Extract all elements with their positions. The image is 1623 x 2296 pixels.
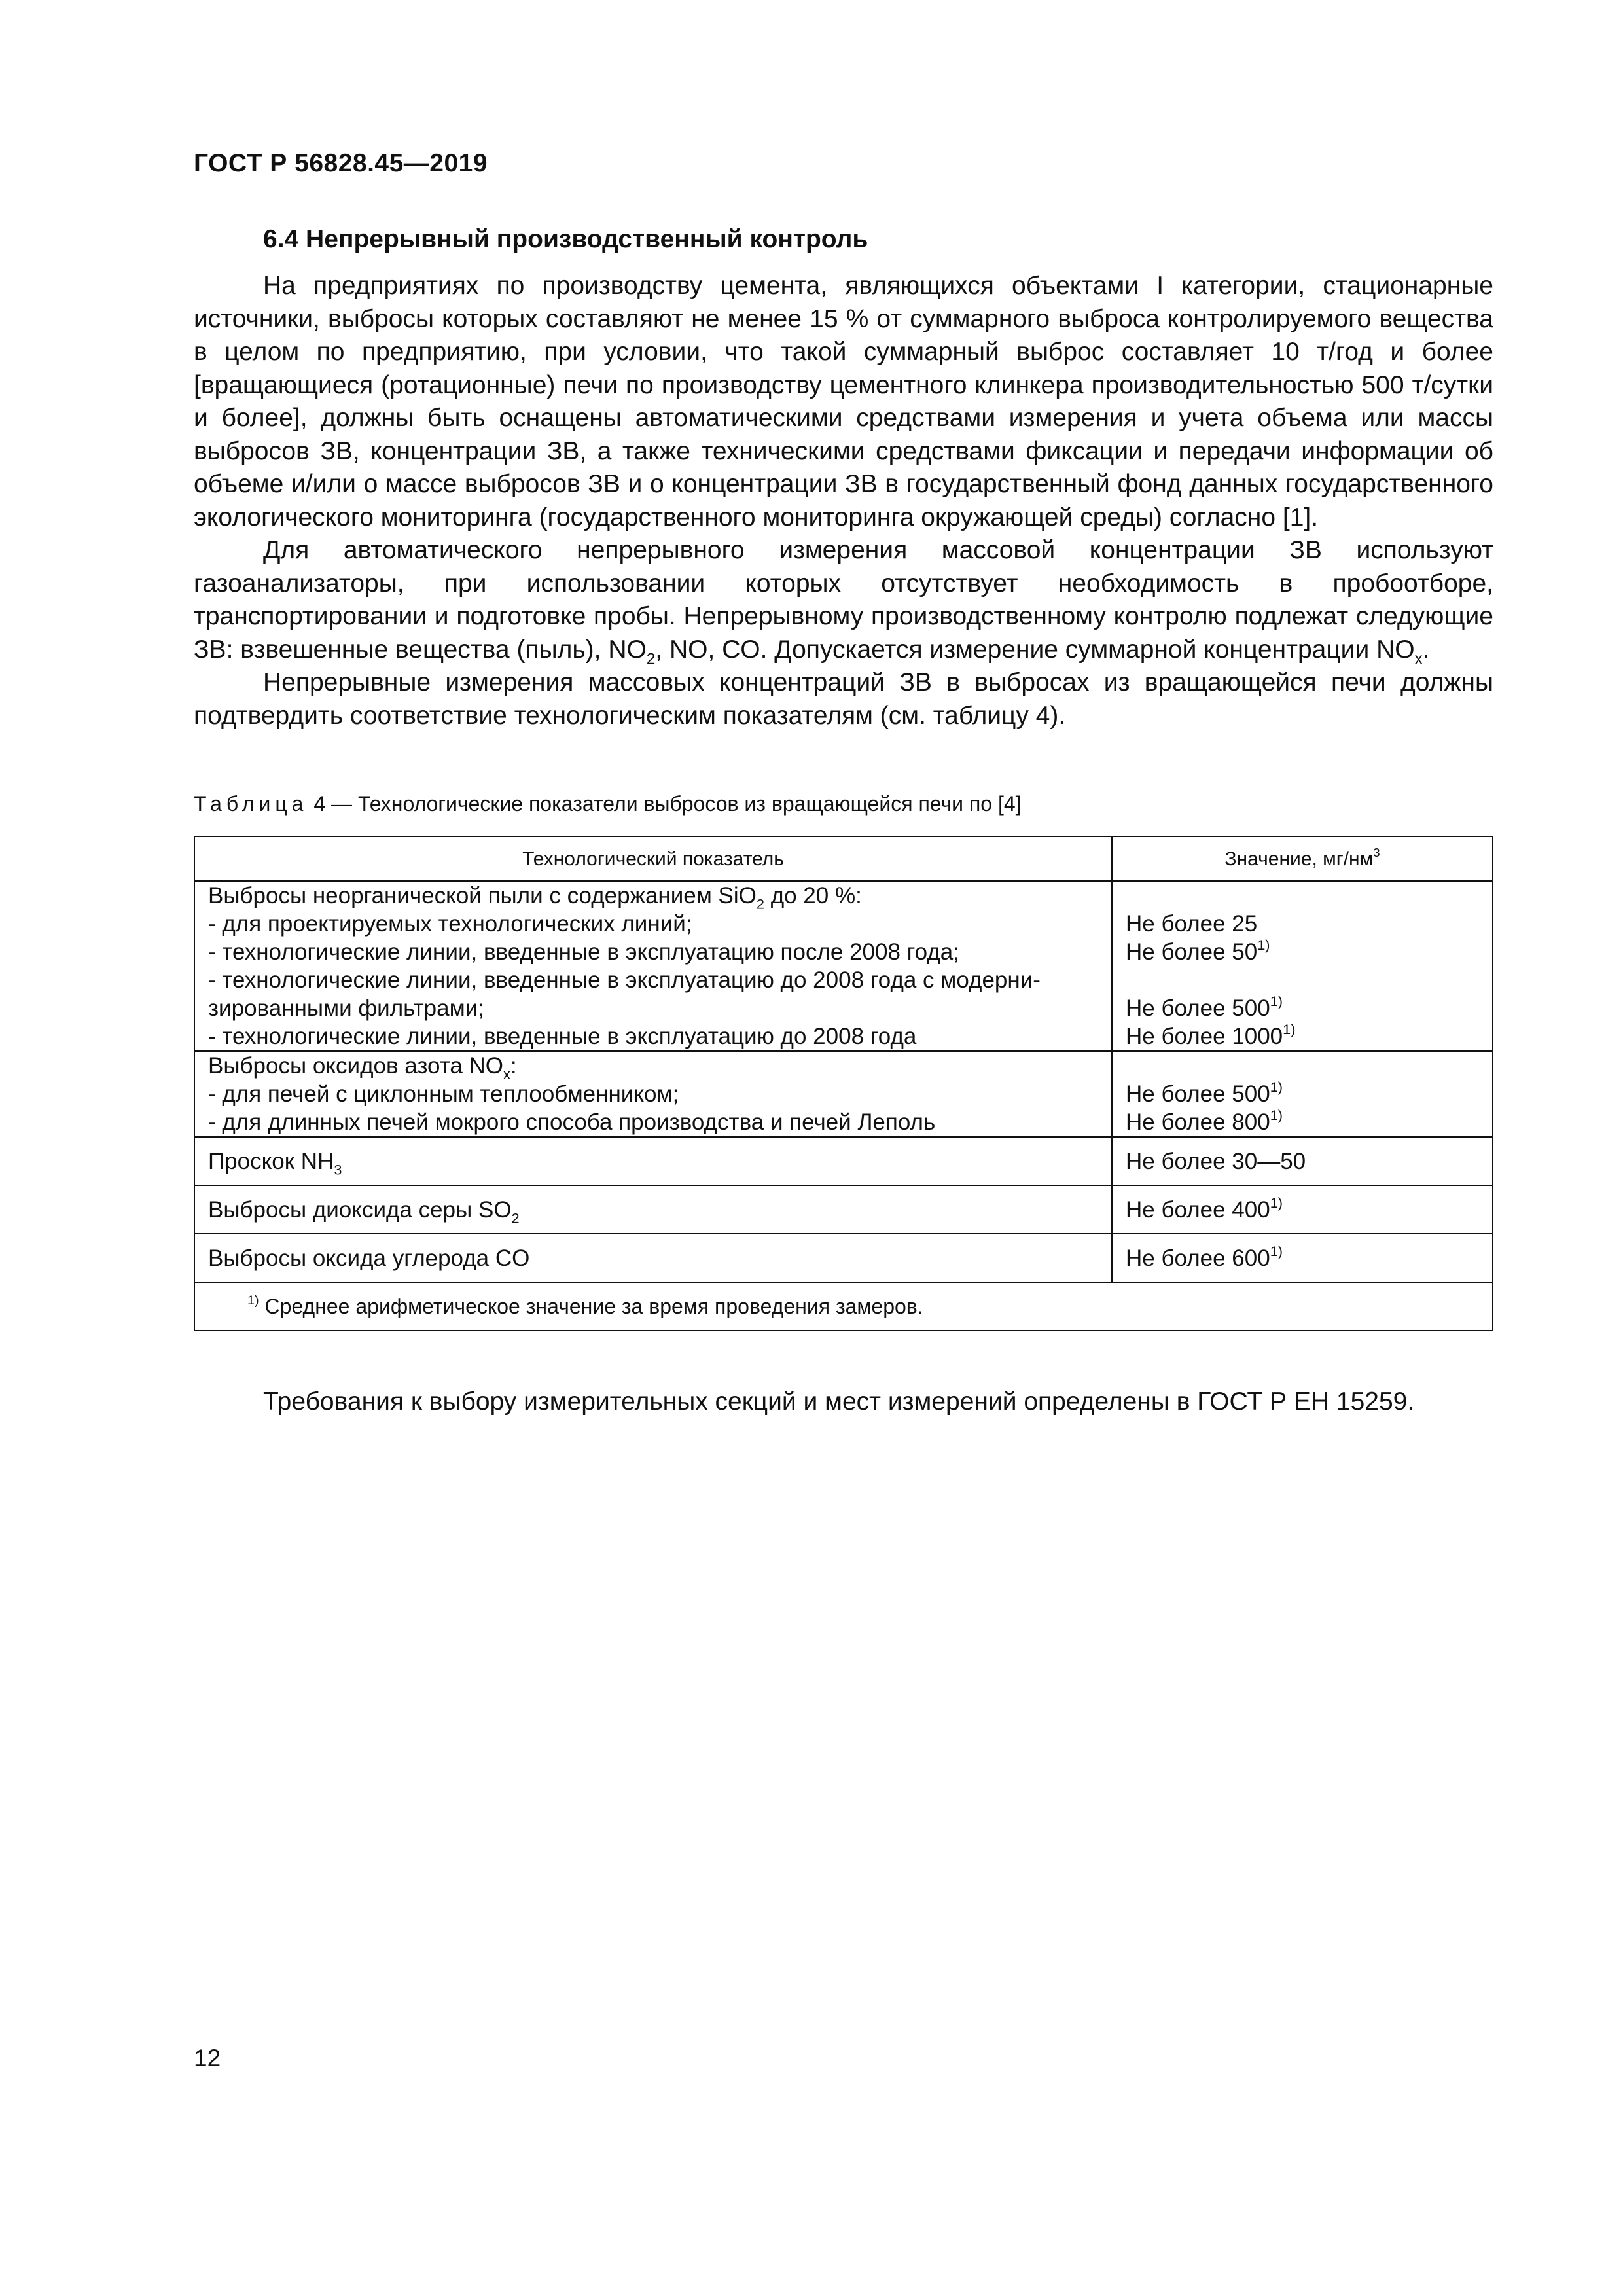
row-nh3-value: Не более 30—50 <box>1112 1137 1493 1185</box>
page-number: 12 <box>194 2045 221 2072</box>
section-title: 6.4 Непрерывный производственный контроль <box>263 225 868 253</box>
table-row <box>194 1137 1493 1185</box>
list-item: - технологические линии, введенные в эксплуатацию до 2008 года с модерни- <box>208 967 1041 993</box>
list-item: - для проектируемых технологических линий; <box>208 911 692 937</box>
table-caption-word: Таблица <box>194 792 308 816</box>
value-item: Не более 1000$^{1)}$ <box>1126 1020 1296 1049</box>
closing-paragraph: Требования к выбору измерительных секций и мест измерений определены в ГОСТ Р ЕН 15259. <box>263 1388 1415 1416</box>
list-item: зированными фильтрами; <box>208 996 484 1021</box>
row-nox-indicator <box>194 1051 1112 1137</box>
table-row <box>194 881 1493 1051</box>
row-so2-value: Не более 400$^{1)}$ <box>1112 1185 1493 1234</box>
body-text <box>194 270 1493 732</box>
table-row <box>194 1051 1493 1137</box>
value-item: Не более 800$^{1)}$ <box>1126 1106 1283 1135</box>
value-item: Не более 25 <box>1126 911 1258 937</box>
list-item: - для печей с циклонным теплообменником; <box>208 1081 679 1107</box>
document-header: ГОСТ Р 56828.45—2019 <box>194 149 488 177</box>
value-item: Не более 50$^{1)}$ <box>1126 936 1270 965</box>
value-item: Не более 500$^{1)}$ <box>1126 1078 1283 1107</box>
header-value: Значение, $мг/нм^3$ <box>1112 836 1493 881</box>
row-so2-indicator: Выбросы диоксида серы $SO_2$ <box>194 1185 1112 1234</box>
list-item: - для длинных печей мокрого способа производства и печей Леполь <box>208 1109 936 1135</box>
row-nox-values <box>1112 1051 1493 1137</box>
table-footnote: $^{1)}$ Среднее арифметическое значение за время проведения замеров. <box>194 1282 1493 1331</box>
row-nh3-indicator: Проскок $NH_3$ <box>194 1137 1112 1185</box>
list-item: - технологические линии, введенные в эксплуатацию после 2008 года; <box>208 939 959 965</box>
row-dust-title: Выбросы неорганической пыли с содержанием SiO$_2$ до 20 %: <box>208 883 862 912</box>
table-footnote-row <box>194 1282 1493 1331</box>
list-item: - технологические линии, введенные в эксплуатацию до 2008 года <box>208 1024 917 1049</box>
row-dust-values <box>1112 881 1493 1051</box>
table-caption <box>194 791 1022 817</box>
row-dust-indicator <box>194 881 1112 1051</box>
row-nox-title: Выбросы оксидов азота $NO_x$: <box>208 1053 517 1083</box>
table-row <box>194 1234 1493 1282</box>
table-caption-text: 4 — Технологические показатели выбросов из вращающейся печи по [4] <box>308 792 1022 816</box>
table-row <box>194 1185 1493 1234</box>
paragraph-1: На предприятиях по производству цемента, являющихся объектами I категории, стационарные источники, выбросы которых составляют не менее 15 % от суммарного выброса контролируемого вещества в целом по предприятию, при условии, что такой суммарный выброс составляет 10 т/год и более [вращающиеся (ротационные) печи по производству цементного клинкера производительностью 500 т/сутки и более], должны быть оснащены автоматическими средствами измерения и учета объема или массы выбросов ЗВ, концентрации ЗВ, а также техническими средствами фиксации и передачи информации об объеме и/или о массе выбросов ЗВ и о концентрации ЗВ в государственный фонд данных государственного экологического мониторинга (государственного мониторинга окружающей среды) согласно [1]. <box>194 272 1493 531</box>
paragraph-2: Для автоматического непрерывного измерения массовой концентрации ЗВ используют газоанализаторы, при использовании которых отсутствует необходимость в пробоотборе, транспортировании и подготовке пробы. Непрерывному производственному контролю подлежат следующие ЗВ: взвешенные вещества (пыль), $NO_2$, NO, CO. Допускается измерение суммарной концентрации $NO_x$. <box>194 536 1493 668</box>
row-co-indicator: Выбросы оксида углерода CO <box>194 1234 1112 1282</box>
indicators-table <box>194 836 1493 1331</box>
row-co-value: Не более 600$^{1)}$ <box>1112 1234 1493 1282</box>
table-header-row <box>194 836 1493 881</box>
value-item: Не более 500$^{1)}$ <box>1126 992 1283 1021</box>
paragraph-3: Непрерывные измерения массовых концентраций ЗВ в выбросах из вращающейся печи должны подтвердить соответствие технологическим показателям (см. таблицу 4). <box>194 668 1493 730</box>
header-indicator: Технологический показатель <box>194 836 1112 881</box>
